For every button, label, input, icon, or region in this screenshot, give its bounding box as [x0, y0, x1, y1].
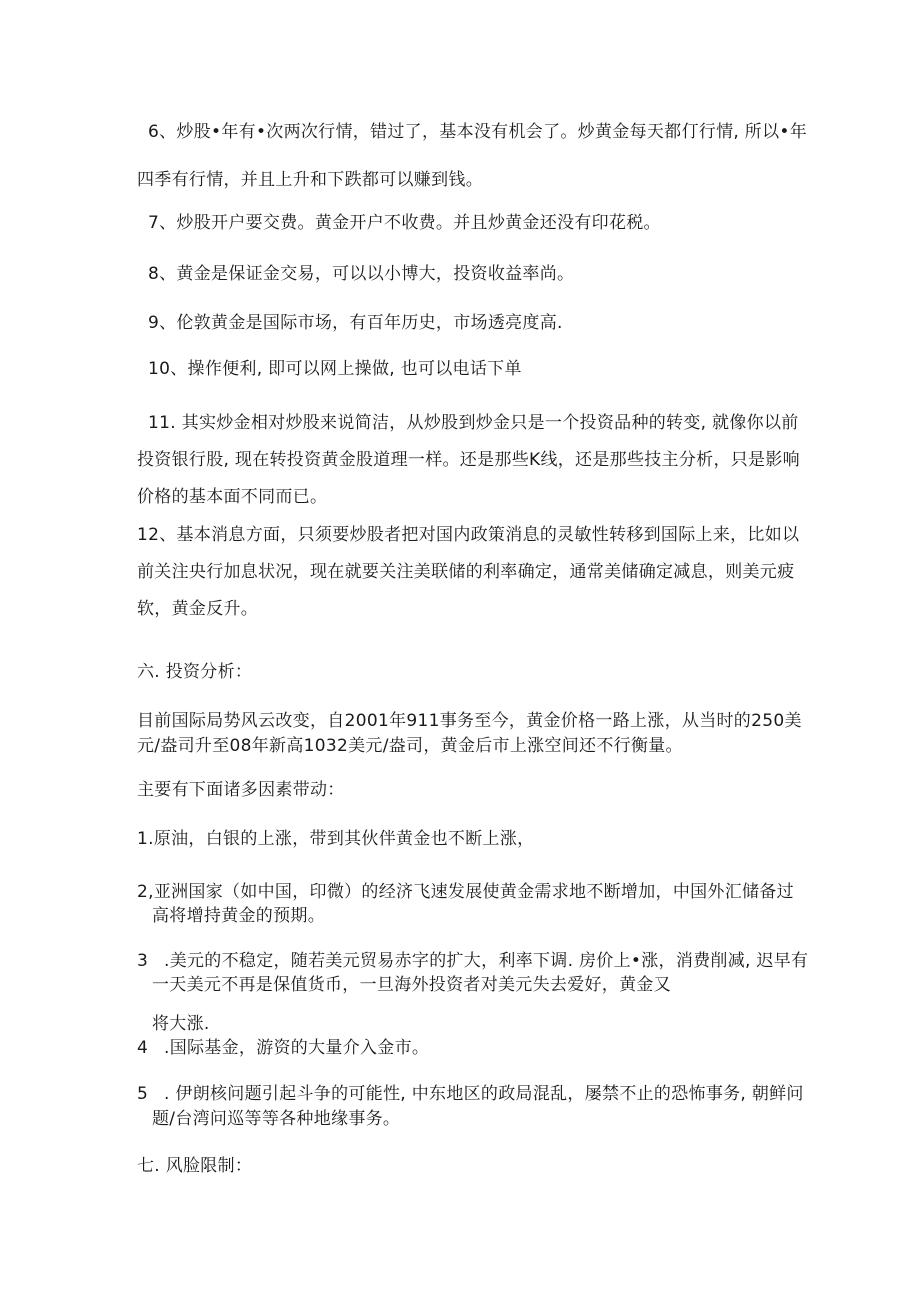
item-6-line-2: 四季有行情，并且上升和下跌都可以赚到钱。 [137, 170, 483, 190]
factor-3-line-1: .美元的不稳定，随若美元贸易赤字的扩大，利率下调. 房价上•涨，消费削减, 迟早有 [164, 951, 809, 971]
factor-5-line-2: 题/台湾问巡等等各种地缘事务。 [152, 1109, 401, 1129]
item-10: 10、操作便利, 即可以网上操做, 也可以电话下单 [148, 359, 522, 379]
factor-5-line-1: . 伊朗核问题引起斗争的可能性, 中东地区的政局混乱，屡禁不止的恐怖事务, 朝鲜问 [164, 1084, 804, 1104]
factor-2-line-2: 高将增持黄金的预期。 [152, 906, 325, 926]
item-12-line-3: 软，黄金反升。 [137, 599, 259, 619]
factor-2-line-1: 2,亚洲国家（如中国，印微）的经济飞速发展使黄金需求地不断增加，中国外汇储备过 [137, 882, 794, 902]
factor-1: 1.原油，白银的上涨，带到其伙伴黄金也不断上涨， [137, 829, 535, 849]
section-6-heading: 六. 投资分析： [137, 662, 253, 682]
item-7: 7、炒股开户要交费。黄金开户不收费。并且炒黄金还没有印花税。 [148, 213, 661, 233]
analysis-paragraph-line-1: 目前国际局势风云改变，自2001年911事务至今，黄金价格一路上涨，从当时的250美 [137, 711, 802, 731]
item-6-line-1: 6、炒股•年有•次两次行情，错过了，基本没有机会了。炒黄金每天都仃行情, 所以•年 [148, 122, 808, 142]
factor-5-number: 5 [137, 1084, 148, 1104]
section-7-heading: 七. 风脸限制： [137, 1156, 253, 1176]
item-12-line-2: 前关注央行加息状况，现在就要关注美联储的利率确定，通常美储确定减息，则美元疲 [137, 562, 795, 582]
item-11-line-1: 11. 其实炒金相对炒股来说简洁，从炒股到炒金只是一个投资品种的转变, 就像你以前 [148, 413, 799, 433]
factor-3-line-3: 将大涨. [152, 1014, 210, 1034]
factor-4-number: 4 [137, 1038, 148, 1058]
factor-3-number: 3 [137, 951, 148, 971]
item-9: 9、伦敦黄金是国际市场，有百年历史，市场透亮度高. [148, 313, 563, 333]
analysis-paragraph-line-2: 元/盎司升至08年新高1032美元/盎司，黄金后市上涨空间还不行衡量。 [137, 736, 683, 756]
factor-4-line-1: .国际基金，游资的大量介入金市。 [164, 1038, 430, 1058]
item-11-line-2: 投资银行股, 现在转投资黄金股道理一样。还是那些K线，还是那些技主分析，只是影响 [137, 450, 800, 470]
factors-intro: 主要有下面诸多因素带动： [137, 780, 345, 800]
item-8: 8、黄金是保证金交易，可以以小博大，投资收益率尚。 [148, 264, 575, 284]
factor-3-line-2: 一天美元不再是保值货币，一旦海外投资者对美元失去爱好，黄金又 [152, 975, 671, 995]
item-11-line-3: 价格的基本面不同而已。 [137, 487, 328, 507]
item-12-line-1: 12、基本消息方面，只须要炒股者把对国内政策消息的灵敏性转移到国际上来，比如以 [137, 525, 800, 545]
